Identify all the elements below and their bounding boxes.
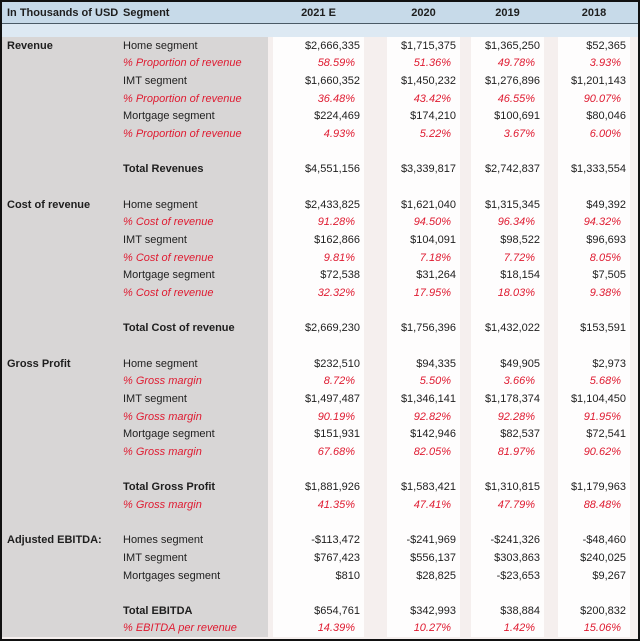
value-cell-2018: $2,973: [558, 355, 630, 373]
value-cell-2020: [387, 514, 460, 532]
table-row: [2, 143, 638, 161]
value-cell-2020: $142,946: [387, 425, 460, 443]
value-cell-2020: $1,346,141: [387, 390, 460, 408]
category-cell: [2, 461, 123, 479]
row-label-cell: % Gross margin: [123, 408, 268, 426]
table-row: [2, 461, 638, 479]
table-row: [2, 337, 638, 355]
category-cell: [2, 425, 123, 443]
row-label-cell: [123, 337, 268, 355]
value-cell-2019: 46.55%: [471, 90, 544, 108]
value-cell-2021e: 58.59%: [273, 55, 364, 73]
row-label-cell: % Cost of revenue: [123, 249, 268, 267]
value-cell-2021e: $151,931: [273, 425, 364, 443]
row-label-cell: Home segment: [123, 196, 268, 214]
value-cell-2019: [471, 302, 544, 320]
value-cell-2019: 18.03%: [471, 284, 544, 302]
category-cell: [2, 478, 123, 496]
value-cell-2019: $1,365,250: [471, 37, 544, 55]
row-label-cell: [123, 514, 268, 532]
value-cell-2019: 96.34%: [471, 214, 544, 232]
value-cell-2019: $1,310,815: [471, 478, 544, 496]
table-row: [2, 584, 638, 602]
value-cell-2018: 6.00%: [558, 125, 630, 143]
table-row: [2, 267, 638, 285]
value-cell-2020: [387, 461, 460, 479]
header-spacer-band: [2, 24, 638, 37]
value-cell-2018: 3.93%: [558, 55, 630, 73]
value-cell-2020: 5.22%: [387, 125, 460, 143]
table-row: [2, 443, 638, 461]
table-row: [2, 196, 638, 214]
category-cell: [2, 514, 123, 532]
column-header-2020: 2020: [411, 6, 436, 19]
category-cell: [2, 302, 123, 320]
value-cell-2021e: $72,538: [273, 267, 364, 285]
value-cell-2019: 3.66%: [471, 372, 544, 390]
row-label-cell: Mortgage segment: [123, 108, 268, 126]
value-cell-2018: 90.07%: [558, 90, 630, 108]
category-cell: [2, 108, 123, 126]
table-row: [2, 496, 638, 514]
value-cell-2018: [558, 584, 630, 602]
table-row: [2, 249, 638, 267]
value-cell-2020: $28,825: [387, 567, 460, 585]
category-cell: [2, 55, 123, 73]
category-cell: [2, 161, 123, 179]
value-cell-2020: 5.50%: [387, 372, 460, 390]
table-row: [2, 320, 638, 338]
category-cell: [2, 72, 123, 90]
value-cell-2018: [558, 178, 630, 196]
category-cell: [2, 267, 123, 285]
category-cell: [2, 584, 123, 602]
category-cell: [2, 549, 123, 567]
table-row: [2, 108, 638, 126]
row-label-cell: % Proportion of revenue: [123, 125, 268, 143]
value-cell-2020: [387, 178, 460, 196]
value-cell-2021e: $654,761: [273, 602, 364, 620]
value-cell-2019: -$241,326: [471, 531, 544, 549]
table-body: [2, 37, 638, 637]
column-header-units: In Thousands of USD: [7, 6, 119, 19]
value-cell-2021e: $4,551,156: [273, 161, 364, 179]
value-cell-2018: 94.32%: [558, 214, 630, 232]
table-row: [2, 231, 638, 249]
value-cell-2018: 91.95%: [558, 408, 630, 426]
row-label-cell: % Proportion of revenue: [123, 55, 268, 73]
value-cell-2018: 5.68%: [558, 372, 630, 390]
table-row: [2, 408, 638, 426]
value-cell-2020: 47.41%: [387, 496, 460, 514]
category-cell: [2, 178, 123, 196]
value-cell-2021e: $1,660,352: [273, 72, 364, 90]
value-cell-2020: 10.27%: [387, 620, 460, 638]
row-label-cell: IMT segment: [123, 549, 268, 567]
column-header-segment: Segment: [123, 6, 170, 19]
value-cell-2018: [558, 337, 630, 355]
category-cell: [2, 214, 123, 232]
row-label-cell: Mortgages segment: [123, 567, 268, 585]
value-cell-2021e: $767,423: [273, 549, 364, 567]
value-cell-2021e: $232,510: [273, 355, 364, 373]
value-cell-2019: 7.72%: [471, 249, 544, 267]
table-row: [2, 514, 638, 532]
value-cell-2018: [558, 302, 630, 320]
value-cell-2018: $52,365: [558, 37, 630, 55]
value-cell-2021e: [273, 584, 364, 602]
row-label-cell: % Cost of revenue: [123, 214, 268, 232]
row-label-cell: Total Gross Profit: [123, 478, 268, 496]
row-label-cell: % Gross margin: [123, 443, 268, 461]
value-cell-2021e: -$113,472: [273, 531, 364, 549]
category-cell: [2, 602, 123, 620]
category-cell: [2, 372, 123, 390]
value-cell-2021e: 14.39%: [273, 620, 364, 638]
row-label-cell: % Cost of revenue: [123, 284, 268, 302]
value-cell-2021e: [273, 302, 364, 320]
table-row: [2, 602, 638, 620]
row-label-cell: % Gross margin: [123, 496, 268, 514]
value-cell-2020: 82.05%: [387, 443, 460, 461]
value-cell-2020: 7.18%: [387, 249, 460, 267]
value-cell-2020: [387, 337, 460, 355]
value-cell-2018: $7,505: [558, 267, 630, 285]
category-cell: [2, 90, 123, 108]
row-label-cell: IMT segment: [123, 390, 268, 408]
value-cell-2018: $80,046: [558, 108, 630, 126]
value-cell-2019: 92.28%: [471, 408, 544, 426]
value-cell-2019: 81.97%: [471, 443, 544, 461]
value-cell-2019: [471, 178, 544, 196]
value-cell-2020: $342,993: [387, 602, 460, 620]
value-cell-2018: -$48,460: [558, 531, 630, 549]
row-label-cell: Total EBITDA: [123, 602, 268, 620]
value-cell-2020: $556,137: [387, 549, 460, 567]
value-cell-2019: $2,742,837: [471, 161, 544, 179]
value-cell-2018: $1,179,963: [558, 478, 630, 496]
value-cell-2020: $3,339,817: [387, 161, 460, 179]
value-cell-2018: $1,104,450: [558, 390, 630, 408]
table-row: [2, 478, 638, 496]
value-cell-2021e: [273, 143, 364, 161]
value-cell-2020: -$241,969: [387, 531, 460, 549]
value-cell-2021e: 32.32%: [273, 284, 364, 302]
row-label-cell: [123, 584, 268, 602]
value-cell-2018: $9,267: [558, 567, 630, 585]
category-cell: [2, 284, 123, 302]
value-cell-2018: 8.05%: [558, 249, 630, 267]
value-cell-2018: $240,025: [558, 549, 630, 567]
category-cell: [2, 337, 123, 355]
table-row: [2, 390, 638, 408]
value-cell-2020: $174,210: [387, 108, 460, 126]
value-cell-2021e: 4.93%: [273, 125, 364, 143]
row-label-cell: % EBITDA per revenue: [123, 620, 268, 638]
value-cell-2021e: 41.35%: [273, 496, 364, 514]
table-row: [2, 214, 638, 232]
row-label-cell: [123, 302, 268, 320]
value-cell-2020: $1,756,396: [387, 320, 460, 338]
table-row: [2, 37, 638, 55]
value-cell-2019: $1,432,022: [471, 320, 544, 338]
value-cell-2019: 49.78%: [471, 55, 544, 73]
value-cell-2021e: 90.19%: [273, 408, 364, 426]
row-label-cell: Total Cost of revenue: [123, 320, 268, 338]
value-cell-2021e: [273, 337, 364, 355]
value-cell-2020: 51.36%: [387, 55, 460, 73]
value-cell-2019: -$23,653: [471, 567, 544, 585]
value-cell-2018: $96,693: [558, 231, 630, 249]
value-cell-2021e: 8.72%: [273, 372, 364, 390]
category-cell: [2, 567, 123, 585]
value-cell-2019: $1,178,374: [471, 390, 544, 408]
table-row: [2, 425, 638, 443]
category-cell: Revenue: [2, 37, 123, 55]
value-cell-2020: $31,264: [387, 267, 460, 285]
value-cell-2018: 90.62%: [558, 443, 630, 461]
row-label-cell: Home segment: [123, 355, 268, 373]
row-label-cell: Home segment: [123, 37, 268, 55]
value-cell-2018: [558, 143, 630, 161]
value-cell-2020: 92.82%: [387, 408, 460, 426]
row-label-cell: [123, 143, 268, 161]
column-header-2019: 2019: [495, 6, 520, 19]
value-cell-2021e: $1,497,487: [273, 390, 364, 408]
value-cell-2019: [471, 143, 544, 161]
row-label-cell: Total Revenues: [123, 161, 268, 179]
table-row: [2, 178, 638, 196]
value-cell-2020: [387, 302, 460, 320]
value-cell-2021e: $2,666,335: [273, 37, 364, 55]
value-cell-2021e: 9.81%: [273, 249, 364, 267]
table-row: [2, 55, 638, 73]
category-cell: [2, 231, 123, 249]
table-row: [2, 72, 638, 90]
value-cell-2019: $1,315,345: [471, 196, 544, 214]
value-cell-2019: $49,905: [471, 355, 544, 373]
table-row: [2, 302, 638, 320]
category-cell: [2, 125, 123, 143]
value-cell-2018: 88.48%: [558, 496, 630, 514]
column-header-2018: 2018: [581, 6, 607, 19]
value-cell-2021e: $224,469: [273, 108, 364, 126]
value-cell-2021e: [273, 461, 364, 479]
value-cell-2019: [471, 337, 544, 355]
value-cell-2019: $100,691: [471, 108, 544, 126]
category-cell: [2, 443, 123, 461]
value-cell-2018: $153,591: [558, 320, 630, 338]
value-cell-2018: $1,201,143: [558, 72, 630, 90]
value-cell-2018: $72,541: [558, 425, 630, 443]
value-cell-2019: 3.67%: [471, 125, 544, 143]
value-cell-2019: $98,522: [471, 231, 544, 249]
value-cell-2021e: $2,433,825: [273, 196, 364, 214]
category-cell: [2, 320, 123, 338]
table-row: [2, 161, 638, 179]
category-cell: Adjusted EBITDA:: [2, 531, 123, 549]
value-cell-2021e: 36.48%: [273, 90, 364, 108]
value-cell-2020: $1,450,232: [387, 72, 460, 90]
value-cell-2020: $104,091: [387, 231, 460, 249]
table-row: [2, 355, 638, 373]
table-row: [2, 549, 638, 567]
value-cell-2018: [558, 461, 630, 479]
category-cell: Cost of revenue: [2, 196, 123, 214]
table-row: [2, 372, 638, 390]
row-label-cell: Mortgage segment: [123, 425, 268, 443]
value-cell-2020: 17.95%: [387, 284, 460, 302]
value-cell-2019: $1,276,896: [471, 72, 544, 90]
category-cell: [2, 390, 123, 408]
category-cell: [2, 143, 123, 161]
value-cell-2019: [471, 514, 544, 532]
table-row: [2, 567, 638, 585]
table-row: [2, 620, 638, 638]
table-row: [2, 531, 638, 549]
row-label-cell: IMT segment: [123, 72, 268, 90]
row-label-cell: Mortgage segment: [123, 267, 268, 285]
category-cell: [2, 620, 123, 638]
value-cell-2018: $200,832: [558, 602, 630, 620]
value-cell-2018: $49,392: [558, 196, 630, 214]
value-cell-2021e: $2,669,230: [273, 320, 364, 338]
category-cell: [2, 408, 123, 426]
table-header-row: [2, 2, 638, 24]
table-row: [2, 90, 638, 108]
table-row: [2, 284, 638, 302]
value-cell-2019: 1.42%: [471, 620, 544, 638]
row-label-cell: % Proportion of revenue: [123, 90, 268, 108]
row-label-cell: % Gross margin: [123, 372, 268, 390]
value-cell-2020: 43.42%: [387, 90, 460, 108]
column-header-2021e: 2021 E: [301, 6, 336, 19]
row-label-cell: [123, 178, 268, 196]
table-row: [2, 125, 638, 143]
value-cell-2019: [471, 584, 544, 602]
value-cell-2019: [471, 461, 544, 479]
value-cell-2020: 94.50%: [387, 214, 460, 232]
value-cell-2019: $303,863: [471, 549, 544, 567]
value-cell-2021e: $1,881,926: [273, 478, 364, 496]
value-cell-2018: 9.38%: [558, 284, 630, 302]
value-cell-2021e: 67.68%: [273, 443, 364, 461]
value-cell-2018: [558, 514, 630, 532]
value-cell-2019: $18,154: [471, 267, 544, 285]
value-cell-2021e: [273, 178, 364, 196]
value-cell-2018: $1,333,554: [558, 161, 630, 179]
value-cell-2018: 15.06%: [558, 620, 630, 638]
value-cell-2019: 47.79%: [471, 496, 544, 514]
value-cell-2021e: $162,866: [273, 231, 364, 249]
value-cell-2021e: 91.28%: [273, 214, 364, 232]
value-cell-2020: $1,621,040: [387, 196, 460, 214]
value-cell-2020: $1,583,421: [387, 478, 460, 496]
row-label-cell: Homes segment: [123, 531, 268, 549]
value-cell-2020: $94,335: [387, 355, 460, 373]
category-cell: Gross Profit: [2, 355, 123, 373]
value-cell-2020: $1,715,375: [387, 37, 460, 55]
value-cell-2021e: $810: [273, 567, 364, 585]
value-cell-2020: [387, 143, 460, 161]
value-cell-2019: $82,537: [471, 425, 544, 443]
value-cell-2021e: [273, 514, 364, 532]
value-cell-2020: [387, 584, 460, 602]
value-cell-2019: $38,884: [471, 602, 544, 620]
category-cell: [2, 249, 123, 267]
row-label-cell: IMT segment: [123, 231, 268, 249]
category-cell: [2, 496, 123, 514]
row-label-cell: [123, 461, 268, 479]
